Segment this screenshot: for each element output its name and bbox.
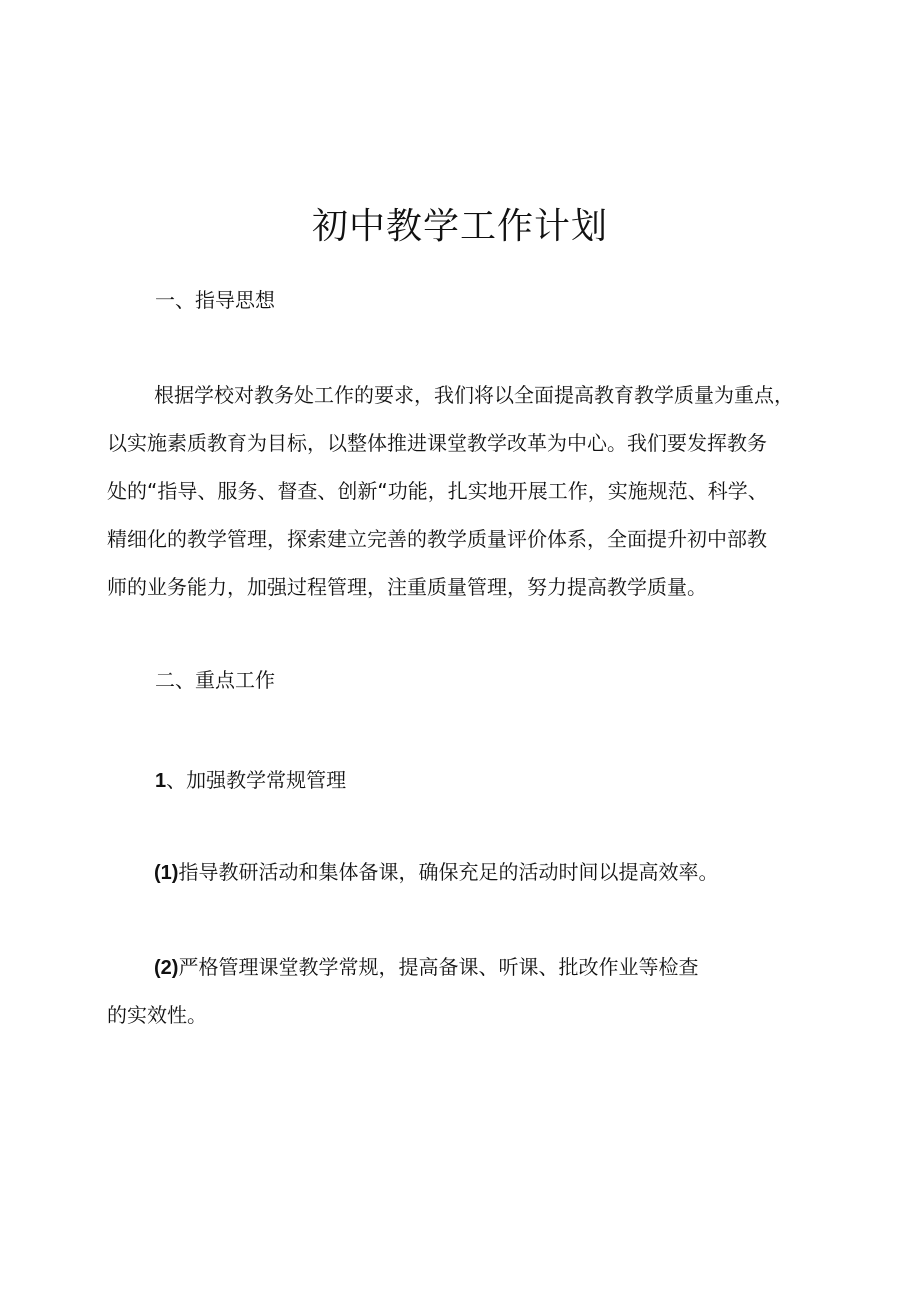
list-item-number: (1) <box>154 862 179 884</box>
section-heading-guiding-ideology: 一、指导思想 <box>155 288 275 312</box>
list-item-number: (2) <box>154 957 179 979</box>
list-item-1 <box>107 848 842 896</box>
list-item-2 <box>107 943 842 1039</box>
paragraph-line: 处的“指导、服务、督查、创新“功能，扎实地开展工作，实施规范、科学、 <box>107 479 768 503</box>
paragraph-line: 师的业务能力，加强过程管理，注重质量管理，努力提高教学质量。 <box>107 575 707 599</box>
document-title: 初中教学工作计划 <box>311 206 608 248</box>
list-item-text: 指导教研活动和集体备课，确保充足的活动时间以提高效率。 <box>178 860 719 884</box>
paragraph-line: 根据学校对教务处工作的要求，我们将以全面提高教育教学质量为重点， <box>154 383 794 407</box>
guiding-ideology-paragraph <box>107 371 842 611</box>
list-item-line <box>107 848 842 896</box>
paragraph-line: 以实施素质教育为目标，以整体推进课堂教学改革为中心。我们要发挥教务 <box>107 431 767 455</box>
paragraph-line: 精细化的教学管理，探索建立完善的教学质量评价体系，全面提升初中部教 <box>107 527 767 551</box>
list-item-line <box>107 943 842 991</box>
subsection-heading-text: 、加强教学常规管理 <box>166 768 347 792</box>
section-heading-key-work: 二、重点工作 <box>155 668 275 692</box>
subsection-number: 1 <box>155 770 167 792</box>
list-item-text: 严格管理课堂教学常规，提高备课、听课、批改作业等检查 <box>178 955 699 979</box>
subsection-heading-routine-management <box>155 765 346 796</box>
list-item-line: 的实效性。 <box>107 1003 207 1027</box>
